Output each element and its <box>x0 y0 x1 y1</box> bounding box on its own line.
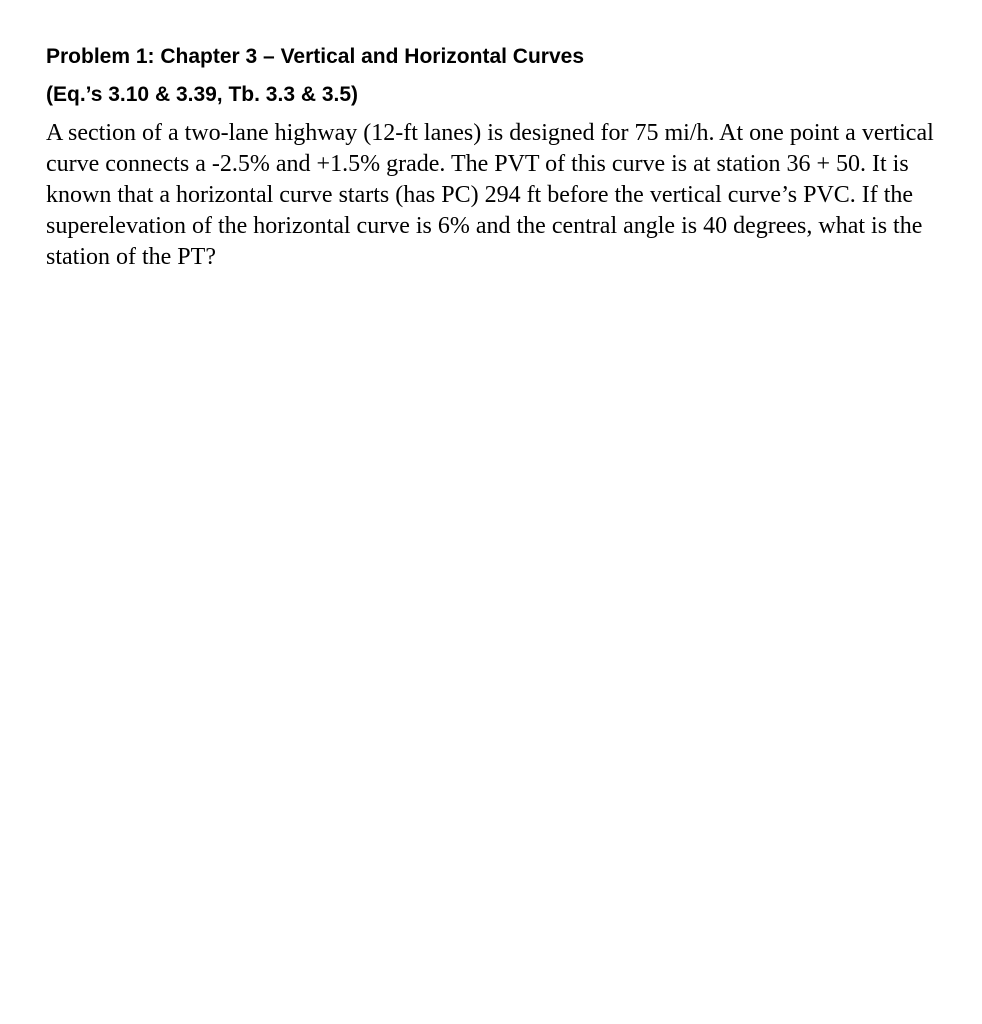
problem-references: (Eq.’s 3.10 & 3.39, Tb. 3.3 & 3.5) <box>46 83 359 106</box>
document-page <box>46 42 946 273</box>
problem-title: Problem 1: Chapter 3 – Vertical and Horizontal Curves <box>46 45 584 68</box>
problem-statement: A section of a two-lane highway (12-ft lanes) is designed for 75 mi/h. At one point a vertical curve connects a -2.5% and +1.5% grade. The PVT of this curve is at station 36 + 50. It is known that a horizontal curve starts (has PC) 294 ft before the vertical curve’s PVC. If the superelevation of the horizontal curve is 6% and the central angle is 40 degrees, what is the station of the PT? <box>46 120 934 270</box>
